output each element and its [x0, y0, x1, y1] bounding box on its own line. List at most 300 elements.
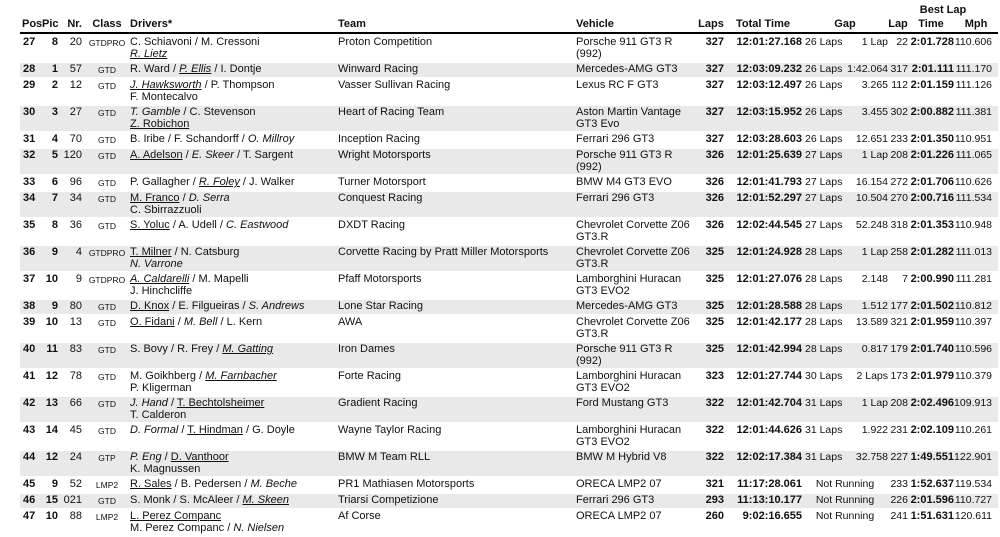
total-time-cell: 12:01:27.168: [736, 36, 802, 48]
gap-to-prev-cell: 16.154: [855, 176, 888, 188]
driver-line: [130, 409, 336, 421]
driver-name: E. Skeer: [191, 149, 234, 161]
driver-name: N. Nielsen: [233, 522, 285, 534]
total-time-cell: 11:13:10.177: [737, 494, 802, 506]
vehicle-cell: Chevrolet Corvette Z06 GT3.R: [576, 246, 690, 270]
drivers-cell: [128, 246, 336, 271]
vehicle-cell: Lamborghini Huracan GT3 EVO2: [576, 370, 682, 394]
driver-name: R. Foley: [198, 176, 240, 188]
gap-to-prev-cell: 1 Lap: [861, 36, 888, 48]
vehicle-cell: BMW M4 GT3 EVO: [576, 176, 672, 188]
driver-name: P. Ellis: [179, 63, 212, 75]
position-cell: 45: [23, 478, 36, 490]
team-cell: Conquest Racing: [338, 192, 423, 204]
driver-line: R. Ward / P. Ellis / I. Dontje: [130, 63, 262, 75]
vehicle-cell: Porsche 911 GT3 R (992): [576, 149, 673, 173]
driver-name: C. Eastwood: [226, 219, 289, 231]
total-time-cell: 12:01:28.588: [736, 300, 802, 312]
laps-cell: 327: [705, 79, 724, 91]
pic-cell: 11: [46, 343, 58, 355]
driver-line: T. Gamble / C. Stevenson: [130, 106, 256, 118]
drivers-cell: [128, 219, 336, 244]
best-lap-mph-cell: 110.951: [954, 133, 993, 145]
col-header-vehicle: Vehicle: [576, 18, 698, 34]
total-time-cell: 12:01:42.994: [736, 343, 802, 355]
vehicle-cell: Lexus RC F GT3: [576, 79, 659, 91]
car-number-cell: 45: [69, 424, 82, 436]
table-row: [20, 397, 998, 422]
driver-name: A. Caldarelli: [130, 273, 190, 285]
best-lap-time-cell: 2:01.959: [910, 316, 954, 328]
car-number-cell: 36: [69, 219, 82, 231]
driver-name: D. Knox: [130, 300, 170, 312]
driver-line: [130, 463, 336, 475]
gap-to-leader-cell: 27 Laps: [805, 176, 843, 188]
car-number-cell: 80: [69, 300, 82, 312]
gap-to-prev-cell: 3.455: [861, 106, 888, 118]
table-row: [20, 494, 998, 508]
position-cell: 37: [23, 273, 36, 285]
car-number-cell: 13: [69, 316, 82, 328]
best-lap-time-cell: 1:49.551: [910, 451, 954, 463]
best-lap-time-cell: 2:02.496: [910, 397, 954, 409]
best-lap-number-cell: 112: [891, 79, 908, 91]
gap-to-leader-cell: 31 Laps: [805, 424, 843, 436]
race-results-table: [20, 2, 998, 537]
gap-to-leader-cell: 27 Laps: [805, 192, 843, 204]
col-header-class: Class: [86, 18, 128, 34]
laps-cell: 327: [705, 63, 724, 75]
best-lap-number-cell: 227: [890, 451, 908, 463]
car-number-cell: 66: [69, 397, 82, 409]
table-row: [20, 133, 998, 147]
table-row: [20, 316, 998, 341]
vehicle-cell: Ferrari 296 GT3: [576, 133, 655, 145]
table-row: [20, 273, 998, 298]
vehicle-cell: Porsche 911 GT3 R (992): [576, 343, 673, 367]
class-cell: GTD: [98, 108, 116, 118]
best-lap-mph-cell: 111.065: [955, 149, 993, 161]
driver-name: E. Filgueiras: [178, 300, 240, 312]
vehicle-cell: Aston Martin Vantage GT3 Evo: [576, 106, 681, 130]
gap-to-prev-cell: 1.512: [861, 300, 888, 312]
driver-name: M. Skeen: [242, 494, 289, 506]
col-header-gap: Gap: [802, 18, 888, 34]
gap-to-leader-cell: 26 Laps: [805, 36, 843, 48]
laps-cell: 326: [705, 219, 724, 231]
laps-cell: 325: [705, 300, 724, 312]
position-cell: 47: [23, 510, 36, 522]
pic-cell: 12: [45, 451, 58, 463]
gap-to-prev-cell: 1:42.064: [847, 63, 888, 75]
driver-name: N. Catsburg: [180, 246, 240, 258]
position-cell: 28: [23, 63, 36, 75]
vehicle-cell: Mercedes-AMG GT3: [576, 63, 678, 75]
driver-name: N. Varrone: [130, 258, 183, 270]
driver-name: L. Kern: [226, 316, 263, 328]
gap-to-prev-cell: 1.922: [861, 424, 888, 436]
driver-name: P. Gallagher: [130, 176, 190, 188]
driver-name: S. Monk: [130, 494, 171, 506]
driver-name: M. Franco: [130, 192, 180, 204]
gap-to-leader-cell: 28 Laps: [805, 316, 843, 328]
position-cell: 33: [23, 176, 36, 188]
pic-cell: 9: [51, 478, 58, 490]
team-cell: Wright Motorsports: [338, 149, 431, 161]
driver-line: S. Monk / S. McAleer / M. Skeen: [130, 494, 289, 506]
driver-name: M. Goikhberg: [130, 370, 197, 382]
drivers-cell: [128, 63, 336, 77]
driver-name: T. Milner: [130, 246, 172, 258]
table-row: [20, 451, 998, 476]
driver-name: T. Bechtolsheimer: [176, 397, 265, 409]
best-lap-mph-cell: 110.261: [954, 424, 993, 436]
position-cell: 36: [23, 246, 36, 258]
position-cell: 43: [23, 424, 36, 436]
class-cell: GTD: [98, 81, 116, 91]
gap-status-cell: Not Running: [815, 478, 875, 490]
laps-cell: 327: [705, 36, 724, 48]
gap-to-leader-cell: 28 Laps: [805, 300, 843, 312]
car-number-cell: 78: [69, 370, 82, 382]
driver-name: M. Mapelli: [198, 273, 249, 285]
class-cell: GTD: [98, 194, 116, 204]
best-lap-time-cell: 2:00.716: [910, 192, 954, 204]
total-time-cell: 12:01:44.626: [736, 424, 802, 436]
total-time-cell: 12:01:42.704: [736, 397, 802, 409]
driver-name: Z. Robichon: [130, 118, 190, 130]
best-lap-time-cell: 2:01.706: [910, 176, 954, 188]
pic-cell: 10: [45, 510, 58, 522]
driver-name: M. Farnbacher: [205, 370, 277, 382]
class-cell: GTD: [98, 345, 116, 355]
gap-to-leader-cell: 26 Laps: [805, 106, 843, 118]
best-lap-time-cell: 2:01.111: [911, 63, 954, 75]
gap-status-cell: Not Running: [815, 510, 875, 522]
class-cell: GTD: [98, 135, 116, 145]
best-lap-time-cell: 2:01.282: [910, 246, 954, 258]
total-time-cell: 12:01:52.297: [736, 192, 802, 204]
col-header-mph: Mph: [954, 18, 998, 34]
position-cell: 31: [23, 133, 36, 145]
gap-to-prev-cell: 0.817: [861, 343, 888, 355]
best-lap-mph-cell: 120.611: [954, 510, 993, 522]
position-cell: 35: [23, 219, 36, 231]
driver-name: F. Schandorff: [174, 133, 239, 145]
vehicle-cell: Ford Mustang GT3: [576, 397, 669, 409]
gap-to-prev-cell: 1 Lap: [861, 149, 888, 161]
pic-cell: 1: [51, 63, 58, 75]
team-cell: Forte Racing: [338, 370, 401, 382]
car-number-cell: 70: [69, 133, 82, 145]
driver-line: R. Sales / B. Pedersen / M. Beche: [130, 478, 297, 490]
total-time-cell: 12:01:27.744: [736, 370, 802, 382]
best-lap-time-cell: 2:00.990: [910, 273, 954, 285]
best-lap-number-cell: 302: [890, 106, 908, 118]
vehicle-cell: ORECA LMP2 07: [576, 478, 662, 490]
driver-line: P. Gallagher / R. Foley / J. Walker: [130, 176, 295, 188]
table-row: [20, 246, 998, 271]
pic-cell: 3: [51, 106, 58, 118]
best-lap-number-cell: 258: [890, 246, 908, 258]
best-lap-time-cell: 2:01.979: [910, 370, 954, 382]
car-number-cell: 021: [63, 494, 82, 506]
gap-to-prev-cell: 13.589: [855, 316, 888, 328]
drivers-cell: [128, 36, 336, 61]
table-row: [20, 424, 998, 449]
position-cell: 30: [23, 106, 36, 118]
best-lap-mph-cell: 110.626: [954, 176, 993, 188]
team-cell: Heart of Racing Team: [338, 106, 445, 118]
best-lap-mph-cell: 111.170: [955, 63, 993, 75]
best-lap-mph-cell: 110.596: [954, 343, 993, 355]
driver-line: [130, 204, 336, 216]
car-number-cell: 52: [69, 478, 82, 490]
laps-cell: 322: [705, 451, 724, 463]
vehicle-cell: Lamborghini Huracan GT3 EVO2: [576, 424, 682, 448]
best-lap-number-cell: 208: [890, 149, 908, 161]
driver-line: [130, 382, 336, 394]
drivers-cell: [128, 79, 336, 104]
class-cell: GTD: [98, 65, 116, 75]
col-header-laps: Laps: [698, 18, 724, 34]
laps-cell: 325: [705, 246, 724, 258]
best-lap-mph-cell: 111.381: [955, 106, 993, 118]
best-lap-time-cell: 2:01.350: [910, 133, 954, 145]
drivers-cell: [128, 451, 336, 476]
gap-to-leader-cell: 28 Laps: [805, 343, 843, 355]
laps-cell: 327: [705, 133, 724, 145]
table-row: [20, 79, 998, 104]
table-row: [20, 106, 998, 131]
position-cell: 29: [23, 79, 36, 91]
driver-name: T. Hindman: [187, 424, 243, 436]
team-cell: Vasser Sullivan Racing: [338, 79, 451, 91]
best-lap-mph-cell: 122.901: [954, 451, 993, 463]
laps-cell: 325: [705, 343, 724, 355]
gap-to-leader-cell: 27 Laps: [805, 149, 843, 161]
position-cell: 38: [23, 300, 36, 312]
driver-name: B. Iribe: [130, 133, 165, 145]
total-time-cell: 12:03:12.497: [736, 79, 802, 91]
driver-name: M. Cressoni: [200, 36, 260, 48]
pic-cell: 7: [51, 192, 58, 204]
driver-name: M. Bell: [183, 316, 218, 328]
laps-cell: 293: [705, 494, 724, 506]
best-lap-number-cell: 318: [890, 219, 908, 231]
drivers-cell: [128, 192, 336, 217]
team-cell: Triarsi Competizione: [338, 494, 439, 506]
vehicle-cell: Porsche 911 GT3 R (992): [576, 36, 673, 60]
car-number-cell: 83: [69, 343, 82, 355]
pic-cell: 10: [45, 273, 58, 285]
best-lap-number-cell: 177: [890, 300, 908, 312]
car-number-cell: 96: [69, 176, 82, 188]
driver-line: D. Knox / E. Filgueiras / S. Andrews: [130, 300, 305, 312]
best-lap-time-cell: 2:01.226: [910, 149, 954, 161]
laps-cell: 326: [705, 192, 724, 204]
drivers-cell: [128, 300, 336, 314]
gap-to-prev-cell: 12.651: [855, 133, 888, 145]
team-cell: Af Corse: [338, 510, 381, 522]
total-time-cell: 12:01:27.076: [736, 273, 802, 285]
driver-line: A. Adelson / E. Skeer / T. Sargent: [130, 149, 294, 161]
table-row: [20, 63, 998, 77]
driver-name: A. Adelson: [130, 149, 183, 161]
laps-cell: 326: [705, 149, 724, 161]
best-lap-number-cell: 208: [890, 397, 908, 409]
driver-name: M. Gatting: [222, 343, 274, 355]
best-lap-time-cell: 2:02.109: [910, 424, 954, 436]
driver-name: A. Udell: [178, 219, 217, 231]
gap-to-prev-cell: 52.248: [855, 219, 888, 231]
driver-name: P. Kligerman: [130, 382, 192, 394]
best-lap-number-cell: 272: [890, 176, 908, 188]
drivers-cell: [128, 176, 336, 190]
total-time-cell: 9:02:16.655: [742, 510, 802, 522]
driver-name: L. Perez Companc: [130, 510, 222, 522]
driver-name: C. Stevenson: [189, 106, 256, 118]
gap-to-prev-cell: 1 Lap: [861, 397, 888, 409]
team-cell: Lone Star Racing: [338, 300, 423, 312]
team-cell: Inception Racing: [338, 133, 420, 145]
gap-to-prev-cell: 10.504: [855, 192, 888, 204]
table-row: [20, 478, 998, 492]
table-row: [20, 176, 998, 190]
vehicle-cell: Ferrari 296 GT3: [576, 192, 655, 204]
best-lap-mph-cell: 119.534: [954, 478, 993, 490]
pic-cell: 8: [51, 36, 58, 48]
position-cell: 32: [23, 149, 36, 161]
best-lap-mph-cell: 109.913: [954, 397, 993, 409]
driver-line: S. Yoluc / A. Udell / C. Eastwood: [130, 219, 289, 231]
gap-to-leader-cell: 30 Laps: [805, 370, 843, 382]
laps-cell: 322: [705, 397, 724, 409]
gap-to-leader-cell: 26 Laps: [805, 63, 843, 75]
best-lap-mph-cell: 110.379: [954, 370, 993, 382]
vehicle-cell: BMW M Hybrid V8: [576, 451, 667, 463]
driver-line: O. Fidani / M. Bell / L. Kern: [130, 316, 263, 328]
driver-name: S. Bovy: [130, 343, 168, 355]
laps-cell: 325: [705, 316, 724, 328]
col-header-nr: Nr.: [62, 18, 86, 34]
best-lap-mph-cell: 111.281: [955, 273, 993, 285]
gap-to-leader-cell: 31 Laps: [805, 451, 843, 463]
table-row: [20, 343, 998, 368]
total-time-cell: 12:02:44.545: [736, 219, 802, 231]
total-time-cell: 12:03:09.232: [736, 63, 802, 75]
best-lap-time-cell: 2:00.882: [910, 106, 954, 118]
driver-name: K. Magnussen: [130, 463, 201, 475]
driver-line: D. Formal / T. Hindman / G. Doyle: [130, 424, 295, 436]
driver-name: T. Sargent: [242, 149, 294, 161]
laps-cell: 325: [705, 273, 724, 285]
drivers-cell: [128, 133, 336, 147]
vehicle-cell: Mercedes-AMG GT3: [576, 300, 678, 312]
position-cell: 34: [23, 192, 36, 204]
best-lap-time-cell: 1:51.631: [910, 510, 954, 522]
driver-name: P. Eng: [130, 451, 162, 463]
vehicle-cell: Chevrolet Corvette Z06 GT3.R: [576, 316, 690, 340]
position-cell: 44: [23, 451, 36, 463]
gap-to-leader-cell: 28 Laps: [805, 246, 843, 258]
col-header-pic: Pic: [42, 18, 62, 34]
pic-cell: 14: [45, 424, 58, 436]
gap-to-leader-cell: 26 Laps: [805, 79, 843, 91]
drivers-cell: [128, 149, 336, 174]
best-lap-time-cell: 2:01.159: [910, 79, 954, 91]
total-time-cell: 12:01:24.928: [736, 246, 802, 258]
laps-cell: 327: [705, 106, 724, 118]
best-lap-mph-cell: 111.126: [955, 79, 993, 91]
total-time-cell: 12:01:42.177: [736, 316, 802, 328]
col-header-drivers: Drivers*: [128, 18, 336, 34]
gap-to-prev-cell: 1 Lap: [861, 246, 888, 258]
position-cell: 42: [23, 397, 36, 409]
driver-line: [130, 118, 336, 130]
drivers-cell: [128, 370, 336, 395]
car-number-cell: 24: [69, 451, 82, 463]
table-row: [20, 219, 998, 244]
class-cell: LMP2: [95, 512, 119, 522]
driver-name: P. Thompson: [210, 79, 275, 91]
gap-to-prev-cell: 2 Laps: [856, 370, 888, 382]
table-row: [20, 300, 998, 314]
table-row: [20, 149, 998, 174]
team-cell: Winward Racing: [338, 63, 419, 75]
driver-name: R. Sales: [130, 478, 172, 490]
pic-cell: 2: [51, 79, 58, 91]
driver-name: D. Serra: [188, 192, 230, 204]
driver-name: T. Gamble: [130, 106, 181, 118]
best-lap-number-cell: 173: [890, 370, 908, 382]
position-cell: 41: [23, 370, 36, 382]
gap-to-prev-cell: 32.758: [855, 451, 888, 463]
best-lap-number-cell: 270: [890, 192, 908, 204]
col-header-lap: Lap: [888, 18, 908, 34]
table-row: [20, 36, 998, 61]
best-lap-time-cell: 2:01.596: [910, 494, 954, 506]
class-cell: GTD: [98, 178, 116, 188]
laps-cell: 322: [705, 424, 724, 436]
gap-status-cell: Not Running: [815, 494, 875, 506]
drivers-cell: [128, 424, 336, 449]
class-cell: GTDPRO: [88, 38, 126, 48]
drivers-cell: [128, 494, 336, 508]
team-cell: PR1 Mathiasen Motorsports: [338, 478, 475, 490]
car-number-cell: 57: [69, 63, 82, 75]
car-number-cell: 88: [69, 510, 82, 522]
car-number-cell: 27: [69, 106, 82, 118]
col-header-total-time: Total Time: [724, 18, 802, 34]
col-header-time: Time: [908, 18, 954, 34]
driver-name: B. Pedersen: [180, 478, 242, 490]
driver-name: M. Perez Companc: [130, 522, 225, 534]
driver-line: [130, 258, 336, 270]
driver-line: S. Bovy / R. Frey / M. Gatting: [130, 343, 274, 355]
team-cell: AWA: [338, 316, 363, 328]
best-lap-mph-cell: 111.534: [955, 192, 993, 204]
laps-cell: 323: [705, 370, 724, 382]
class-cell: GTDPRO: [88, 275, 126, 285]
best-lap-mph-cell: 111.013: [955, 246, 993, 258]
driver-line: M. Franco / D. Serra: [130, 192, 230, 204]
driver-name: O. Millroy: [247, 133, 295, 145]
driver-name: J. Hawksworth: [130, 79, 202, 91]
class-cell: GTD: [98, 302, 116, 312]
gap-to-leader-cell: 28 Laps: [805, 273, 843, 285]
header-row: [20, 18, 998, 34]
